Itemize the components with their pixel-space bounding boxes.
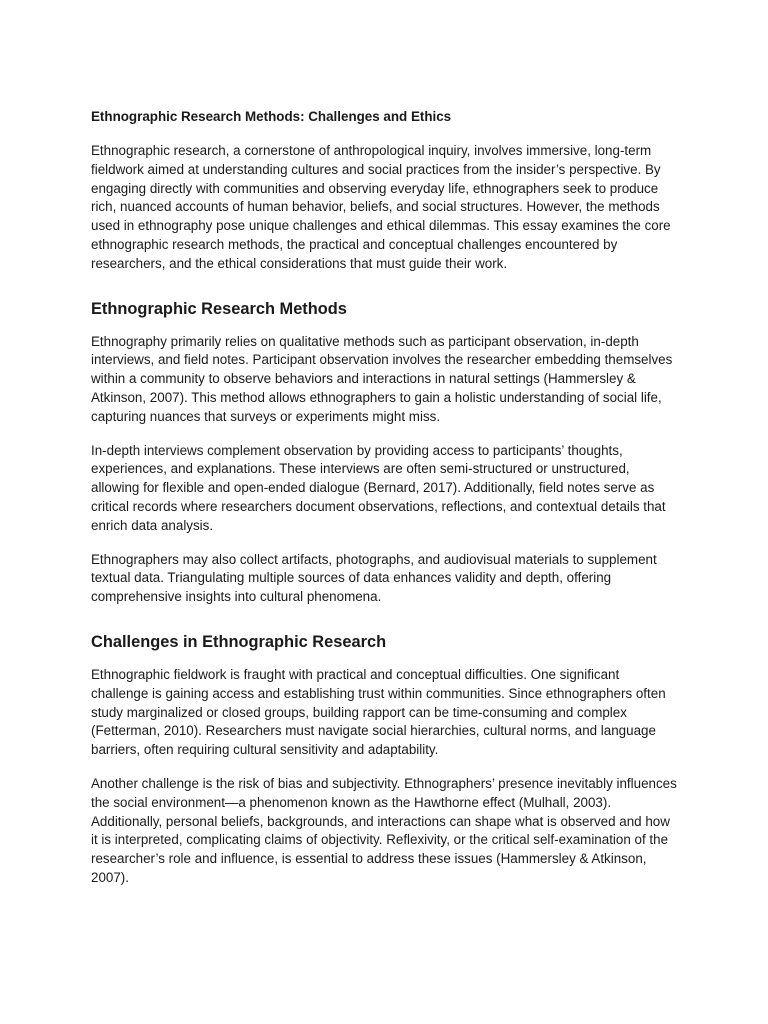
section-heading-methods: Ethnographic Research Methods <box>91 299 347 318</box>
document-title: Ethnographic Research Methods: Challenges and Ethics <box>91 109 452 124</box>
intro-paragraph: Ethnographic research, a cornerstone of anthropological inquiry, involves immersive, long-term fieldwork aimed at understanding cultures and social practices from the insider’s perspective. By engaging directly with communities and observing everyday life, ethnographers seek to produce rich, nuanced accounts of human behavior, beliefs, and social structures. However, the methods used in ethnography pose unique challenges and ethical dilemmas. This essay examines the core ethnographic research methods, the practical and conceptual challenges encountered by researchers, and the ethical considerations that must guide their work. <box>91 143 671 271</box>
section-heading-challenges: Challenges in Ethnographic Research <box>91 632 387 651</box>
challenges-paragraph-2: Another challenge is the risk of bias and subjectivity. Ethnographers’ presence inevitably influences the social environment—a phenomenon known as the Hawthorne effect (Mulhall, 2003). Additionally, personal beliefs, backgrounds, and interactions can shape what is observed and how it is interpreted, complicating claims of objectivity. Reflexivity, or the critical self-examination of the researcher’s role and influence, is essential to address these issues (Hammersley & Atkinson, 2007). <box>91 775 677 885</box>
methods-paragraph-3: Ethnographers may also collect artifacts, photographs, and audiovisual materials to supplement textual data. Triangulating multiple sources of data enhances validity and depth, offering comprehensive insights into cultural phenomena. <box>91 551 657 605</box>
methods-paragraph-2: In-depth interviews complement observation by providing access to participants’ thoughts, experiences, and explanations. These interviews are often semi-structured or unstructured, allowing for flexible and open-ended dialogue (Bernard, 2017). Additionally, field notes serve as critical records where researchers document observations, reflections, and contextual details that enrich data analysis. <box>91 442 666 533</box>
methods-paragraph-1: Ethnography primarily relies on qualitative methods such as participant observation, in-depth interviews, and field notes. Participant observation involves the researcher embedding themselves within a community to observe behaviors and interactions in natural settings (Hammersley & Atkinson, 2007). This method allows ethnographers to gain a holistic understanding of social life, capturing nuances that surveys or experiments might miss. <box>91 333 673 424</box>
challenges-paragraph-1: Ethnographic fieldwork is fraught with practical and conceptual difficulties. One significant challenge is gaining access and establishing trust within communities. Since ethnographers often study marginalized or closed groups, building rapport can be time-consuming and complex (Fetterman, 2010). Researchers must navigate social hierarchies, cultural norms, and language barriers, often requiring cultural sensitivity and adaptability. <box>91 666 666 758</box>
